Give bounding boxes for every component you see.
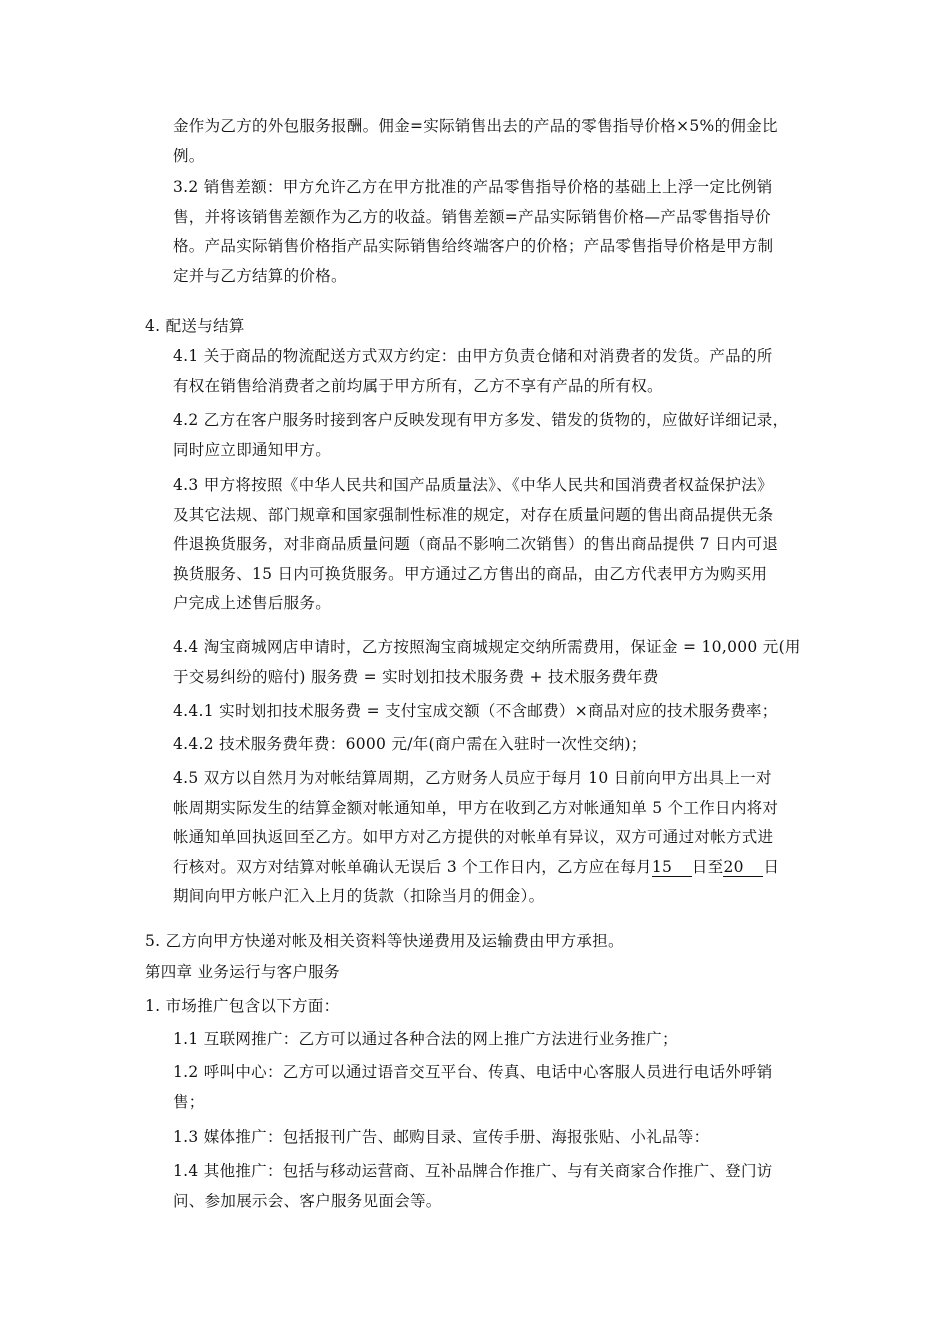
clause-1-2: 1.2 呼叫中心：乙方可以通过语音交互平台、传真、电话中心客服人员进行电话外呼销 售； [173,1063,773,1111]
clause-4-1: 4.1 关于商品的物流配送方式双方约定：由甲方负责仓储和对消费者的发货。产品的所 有权在销售给消费者之前均属于甲方所有，乙方不享有产品的所有权。 [173,347,773,395]
commission-paragraph: 金作为乙方的外包服务报酬。佣金=实际销售出去的产品的零售指导价格×5%的佣金比 例。 [173,117,778,165]
clause-1-3: 1.3 媒体推广：包括报刊广告、邮购目录、宣传手册、海报张贴、小礼品等： [173,1128,710,1146]
clause-1-1: 1.1 互联网推广：乙方可以通过各种合法的网上推广方法进行业务推广； [173,1030,678,1048]
section-4-heading: 4. 配送与结算 [145,317,245,335]
payment-end-day: 20 [723,858,763,877]
clause-4-4-2: 4.4.2 技术服务费年费：6000 元/年(商户需在入驻时一次性交纳)； [173,735,647,753]
clause-1-4: 1.4 其他推广：包括与移动运营商、互补品牌合作推广、与有关商家合作推广、登门访 问、参加展示会、客户服务见面会等。 [173,1162,773,1210]
chapter-4-heading: 第四章 业务运行与客户服务 [145,963,340,981]
payment-period-line: 行核对。双方对结算对帐单确认无误后 3 个工作日内，乙方应在每月15 日至20 日 [173,857,780,876]
payment-start-day: 15 [652,858,692,877]
clause-4-3: 4.3 甲方将按照《中华人民共和国产品质量法》、《中华人民共和国消费者权益保护法》 及其它法规、部门规章和国家强制性标准的规定，对存在质量问题的售出商品提供无条 件退换货服务，对非商品质量问题（商品不影响二次销售）的售出商品提供 7 日内可退 换货服务、15 日内可换货服务。甲方通过乙方售出的商品，由乙方代表甲方为购买用 户完成上述售后服务。 [173,476,779,612]
clause-4-4-1: 4.4.1 实时划扣技术服务费 = 支付宝成交额（不含邮费）×商品对应的技术服务费率； [173,702,778,720]
clause-3-2: 3.2 销售差额：甲方允许乙方在甲方批准的产品零售指导价格的基础上上浮一定比例销 售，并将该销售差额作为乙方的收益。销售差额=产品实际销售价格—产品零售指导价 格。产品实际销售价格指产品实际销售给终端客户的价格；产品零售指导价格是甲方制 定并与乙方结算的价格。 [173,178,774,285]
section-5-text: 5. 乙方向甲方快递对帐及相关资料等快递费用及运输费由甲方承担。 [145,932,624,950]
clause-4-5: 4.5 双方以自然月为对帐结算周期，乙方财务人员应于每月 10 日前向甲方出具上一对 帐周期实际发生的结算金额对帐通知单，甲方在收到乙方对帐通知单 5 个工作日内将对 帐通知单回执返回至乙方。如甲方对乙方提供的对帐单有异议，双方可通过对帐方式进 行核对。双方对结算对帐单确认无误后 3 个工作日内，乙方应在每月15 日至20 日 期间向甲方帐户汇入上月的货款（扣除当月的佣金）。 [173,764,813,912]
clause-4-2: 4.2 乙方在客户服务时接到客户反映发现有甲方多发、错发的货物的，应做好详细记录， 同时应立即通知甲方。 [173,411,789,459]
clause-4-4: 4.4 淘宝商城网店申请时，乙方按照淘宝商城规定交纳所需费用，保证金 = 10,000 元(用 于交易纠纷的赔付) 服务费 = 实时划扣技术服务费 + 技术服务费年费 [173,638,801,686]
section-1-heading: 1. 市场推广包含以下方面： [145,997,340,1015]
